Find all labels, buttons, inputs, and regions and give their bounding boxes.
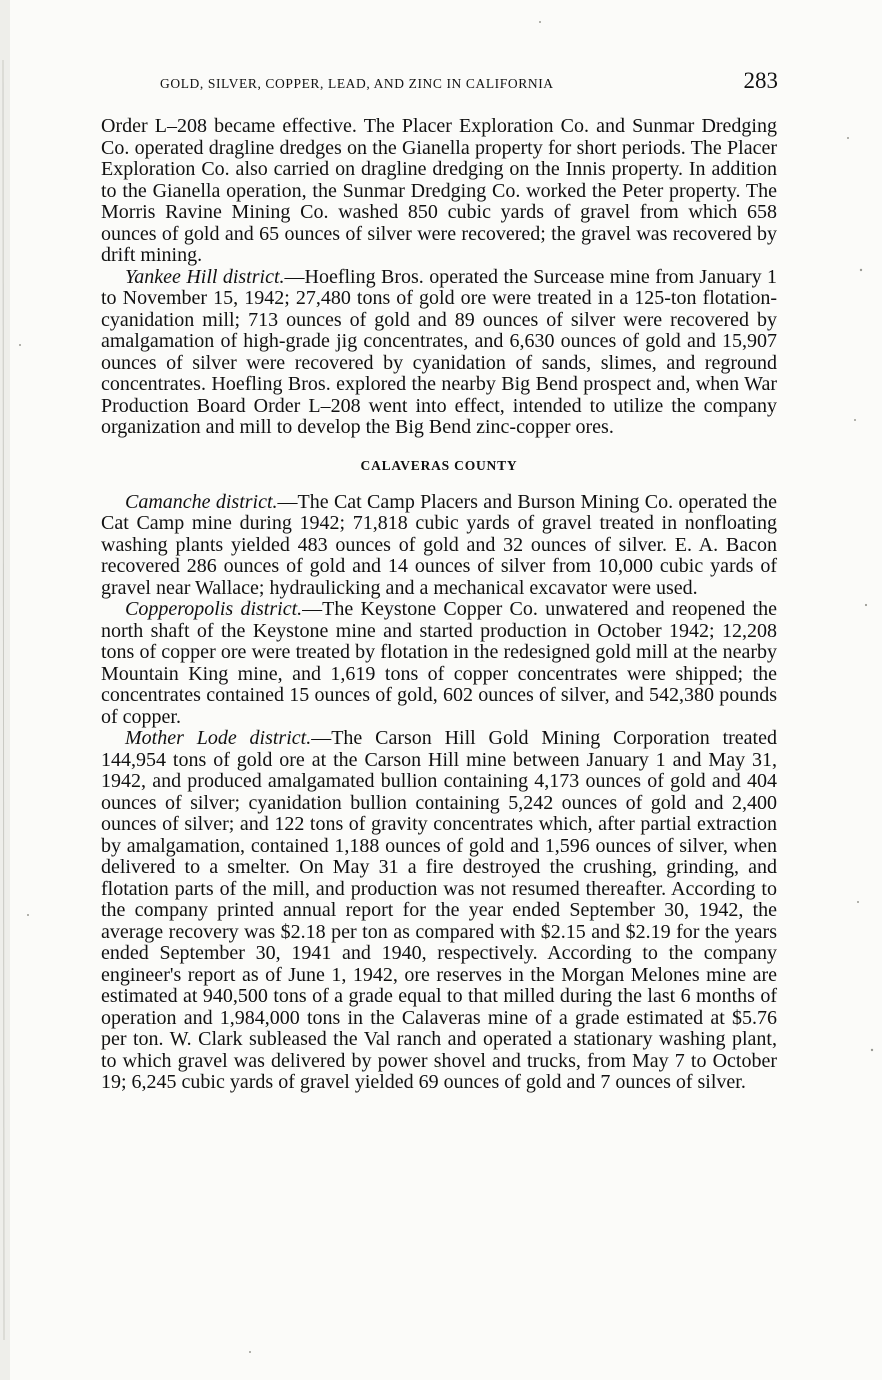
district-name-yankee-hill: Yankee Hill district. [125,265,285,288]
section-heading-calaveras: CALAVERAS COUNTY [360,457,518,473]
district-name-copperopolis: Copperopolis district. [125,598,303,620]
body-text [101,116,777,1094]
district-name-camanche: Camanche district. [125,490,278,513]
paragraph-camanche [101,492,777,600]
paragraph-mother-lode-text: —The Carson Hill Gold Mining Corporation treated 144,954 tons of gold ore at the Carson Hill mine between January 1 and May 31, 1942, and produced amalgamated bullion containing 4,173 ounces of gold and 404 ounces of silver; cyanidation bullion containing 5,242 ounces of gold and 2,400 ounces of silver; and 122 tons of gravity concentrates which, after partial extraction by amalgamation, contained 1,188 ounces of gold and 1,596 ounces of silver, when delivered to a smelter. On May 31 a fire destroyed the crushing, grinding, and flotation parts of the mill, and production was not resumed thereafter. According to the company printed annual report for the year ended September 30, 1942, the average recovery was $2.18 per ton as compared with $2.15 and $2.19 for the years ended September 30, 1941 and 1940, respectively. According to the company engineer's report as of June 1, 1942, ore reserves in the Morgan Melones mine are estimated at 940,500 tons of a grade equal to that milled during the last 6 months of operation and 1,984,000 tons in the Calaveras mine of a grade estimated at $5.76 per ton. W. Clark subleased the Val ranch and operated a stationary washing plant, to which gravel was delivered by power shovel and trucks, from May 7 to October 19; 6,245 cubic yards of gravel yielded 69 ounces of gold and 7 ounces of silver. [101,727,777,1093]
paragraph-yankee-hill-text: —Hoefling Bros. operated the Surcease mine from January 1 to November 15, 1942; 27,480 tons of gold ore were treated in a 125-ton flotation-cyanidation mill; 713 ounces of gold and 89 ounces of silver were recovered by amalgamation of high-grade jig concentrates, and 6,630 ounces of gold and 15,907 ounces of silver were recovered by cyanidation of sands, slimes, and reground concentrates. Hoefling Bros. explored the nearby Big Bend prospect and, when War Production Board Order L–208 went into effect, intended to utilize the company organization and mill to develop the Big Bend zinc-copper ores. [101,265,778,438]
paragraph-yankee-hill [101,267,777,439]
running-title: GOLD, SILVER, COPPER, LEAD, AND ZINC IN CALIFORNIA [160,76,554,91]
paragraph-copperopolis-text: —The Keystone Copper Co. unwatered and reopened the north shaft of the Keystone mine and started production in October 1942; 12,208 tons of copper ore were treated by flotation in the redesigned gold mill at the nearby Mountain King mine, and 1,619 tons of copper concentrates were shipped; the concentrates contained 15 ounces of gold, 602 ounces of silver, and 542,380 pounds of copper. [101,598,777,728]
paragraph-copperopolis [101,599,777,728]
running-header [160,66,780,96]
paragraph-camanche-text: —The Cat Camp Placers and Burson Mining Co. operated the Cat Camp mine during 1942; 71,818 cubic yards of gravel treated in nonfloating washing plants yielded 483 ounces of gold and 32 ounces of silver. E. A. Bacon recovered 286 ounces of gold and 14 ounces of silver from 10,000 cubic yards of gravel near Wallace; hydraulicking and a mechanical excavator were used. [101,490,777,599]
page-number: 283 [743,68,778,93]
district-name-mother-lode: Mother Lode district. [125,727,312,749]
paragraph-mother-lode [101,728,777,1094]
paragraph-continuation: Order L–208 became effective. The Placer Exploration Co. and Sunmar Dredging Co. operated dragline dredges on the Gianella property for short periods. The Placer Exploration Co. also carried on dragline dredging on the Innis property. In addition to the Gianella operation, the Sunmar Dredging Co. worked the Peter property. The Morris Ravine Mining Co. washed 850 cubic yards of gravel from which 658 ounces of gold and 65 ounces of silver were recovered; the gravel was recovered by drift mining. [101,115,777,266]
